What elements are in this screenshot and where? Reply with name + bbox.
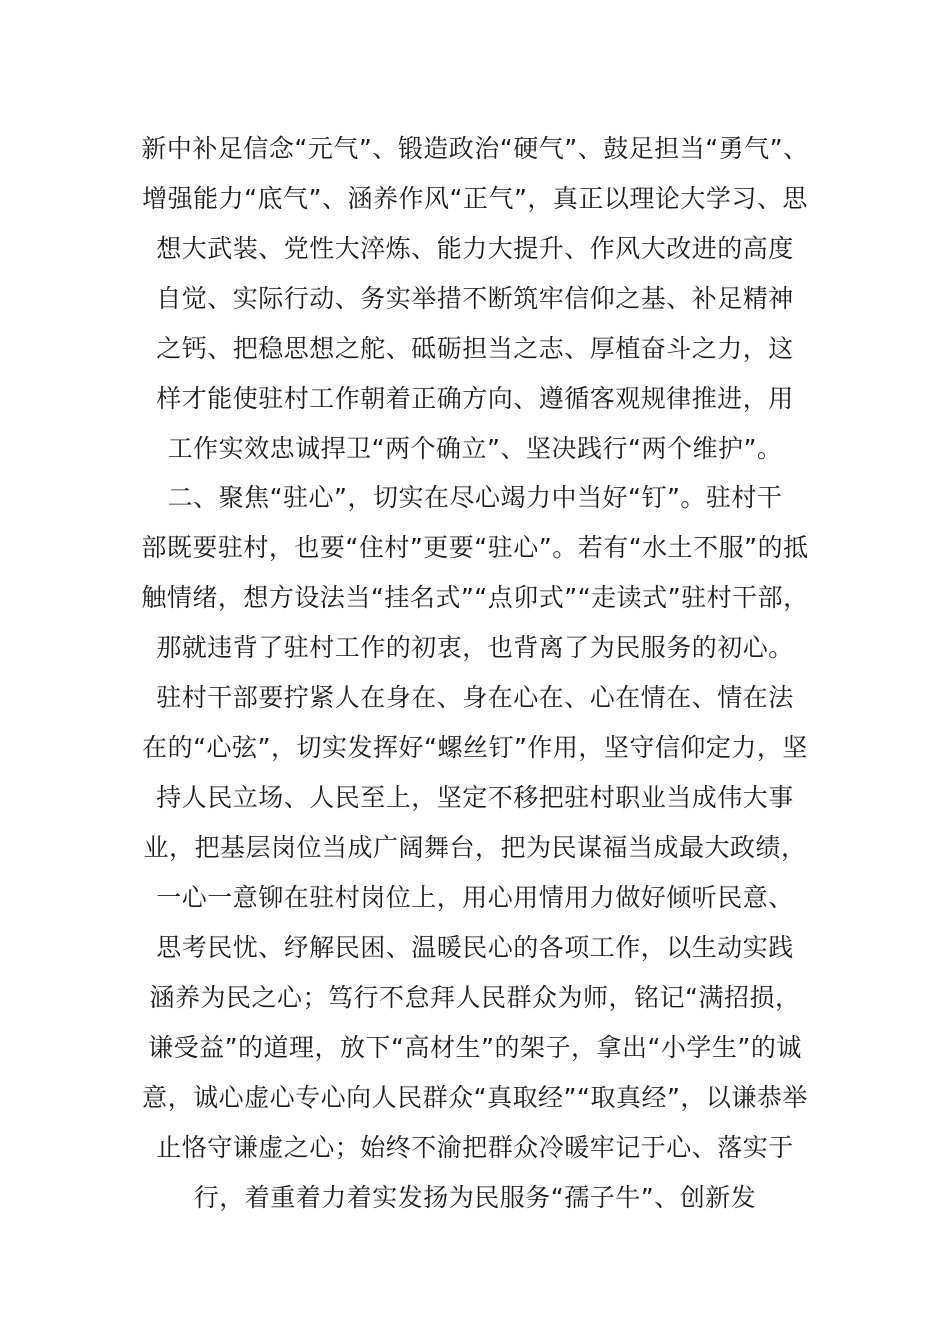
text-line: 谦受益”的道理，放下“高材生”的架子，拿出“小学生”的诚	[148, 1033, 802, 1062]
text-line: 思考民忧、纾解民困、温暖民心的各项工作，以生动实践	[156, 933, 794, 962]
text-line: 自觉、实际行动、务实举措不断筑牢信仰之基、补足精神	[156, 284, 794, 313]
text-line: 止恪守谦虚之心；始终不渝把群众冷暖牢记于心、落实于	[156, 1133, 794, 1162]
text-line: 部既要驻村，也要“住村”更要“驻心”。若有“水土不服”的抵	[141, 533, 809, 562]
text-line: 增强能力“底气”、涵养作风“正气”，真正以理论大学习、思	[142, 184, 808, 213]
text-line: 一心一意铆在驻村岗位上，用心用情用力做好倾听民意、	[156, 883, 794, 912]
text-line: 触情绪，想方设法当“挂名式”“点卯式”“走读式”驻村干部，	[141, 583, 809, 612]
section-heading-line: 二、聚焦“驻心”，切实在尽心竭力中当好“钉”。驻村干	[167, 483, 783, 512]
text-line: 工作实效忠诚捍卫“两个确立”、坚决践行“两个维护”。	[167, 434, 783, 463]
text-line: 想大武装、党性大淬炼、能力大提升、作风大改进的高度	[156, 234, 794, 263]
text-line: 新中补足信念“元气”、锻造政治“硬气”、鼓足担当“勇气”、	[141, 134, 809, 163]
text-line: 涵养为民之心；笃行不怠拜人民群众为师，铭记“满招损，	[149, 983, 801, 1012]
text-line: 驻村干部要拧紧人在身在、身在心在、心在情在、情在法	[156, 683, 794, 712]
text-line: 持人民立场、人民至上，坚定不移把驻村职业当成伟大事	[156, 783, 794, 812]
text-line: 那就违背了驻村工作的初衷，也背离了为民服务的初心。	[156, 633, 794, 662]
text-line: 在的“心弦”，切实发挥好“螺丝钉”作用，坚守信仰定力，坚	[142, 733, 808, 762]
text-line: 之钙、把稳思想之舵、砥砺担当之志、厚植奋斗之力，这	[156, 334, 794, 363]
text-line: 行，着重着力着实发扬为民服务“孺子牛”、创新发	[193, 1183, 757, 1212]
text-line: 意，诚心虚心专心向人民群众“真取经”“取真经”，以谦恭举	[142, 1083, 808, 1112]
text-line: 样才能使驻村工作朝着正确方向、遵循客观规律推进，用	[156, 384, 794, 413]
text-line: 业，把基层岗位当成广阔舞台，把为民谋福当成最大政绩，	[143, 833, 807, 862]
